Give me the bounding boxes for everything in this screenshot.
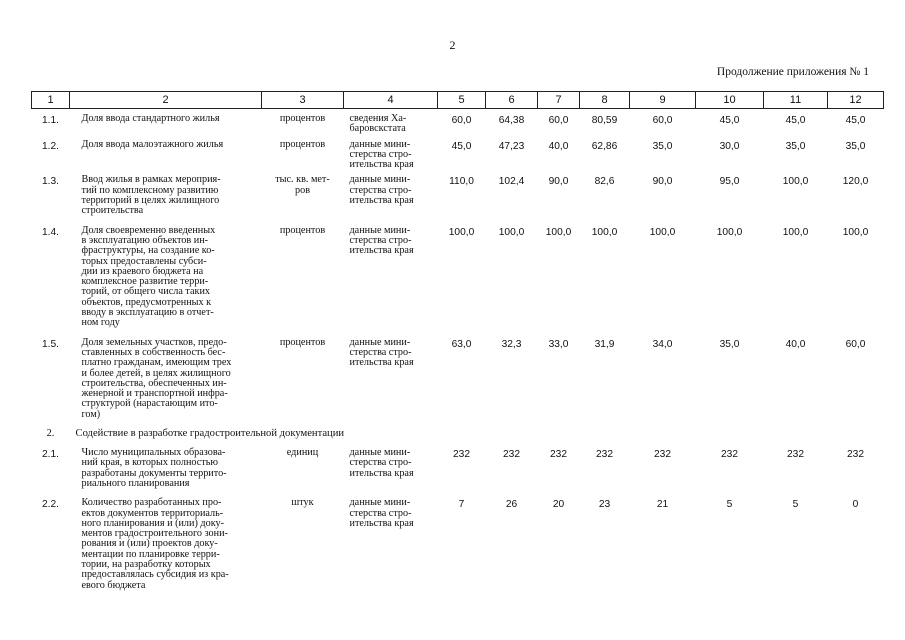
- value-cell: 30,0: [719, 140, 740, 152]
- row-number: 2.2.: [42, 499, 59, 511]
- unit-cell: процентов: [279, 138, 326, 150]
- unit-cell: штук: [291, 497, 314, 509]
- section-row: [32, 424, 884, 443]
- value-cell: 5: [792, 499, 799, 511]
- value-cell: 232: [550, 449, 567, 461]
- source-cell: данные мини- стерства стро- ительства края: [349, 138, 414, 171]
- value-cell: 47,23: [498, 140, 525, 152]
- value-cell: 90,0: [548, 176, 569, 188]
- value-cell: 110,0: [449, 176, 474, 188]
- section-number: 2.: [46, 428, 55, 440]
- row-number: 2.1.: [42, 449, 59, 461]
- value-cell: 95,0: [719, 176, 740, 188]
- value-cell: 62,86: [591, 140, 618, 152]
- value-cell: 35,0: [652, 140, 673, 152]
- value-cell: 232: [787, 449, 804, 461]
- value-cell: 120,0: [842, 176, 869, 188]
- value-cell: 232: [503, 449, 520, 461]
- column-header-8: 8: [580, 92, 630, 109]
- source-cell: данные мини- стерства стро- ительства края: [349, 336, 414, 369]
- indicator-name: Доля ввода малоэтажного жилья: [81, 138, 224, 150]
- value-cell: 100,0: [545, 226, 572, 238]
- table-row: [32, 170, 884, 220]
- value-cell: 45,0: [845, 115, 866, 126]
- value-cell: 60,0: [845, 338, 866, 350]
- value-cell: 21: [656, 499, 669, 511]
- value-cell: 232: [847, 449, 864, 461]
- source-cell: данные мини- стерства стро- ительства края: [349, 224, 414, 257]
- value-cell: 60,0: [652, 115, 673, 126]
- row-number: 1.4.: [42, 226, 59, 238]
- value-cell: 45,0: [785, 115, 806, 126]
- value-cell: 100,0: [649, 226, 676, 238]
- value-cell: 7: [458, 499, 465, 511]
- value-cell: 60,0: [451, 115, 472, 126]
- value-cell: 35,0: [719, 338, 740, 350]
- value-cell: 60,0: [548, 115, 569, 126]
- unit-cell: процентов: [279, 113, 326, 124]
- value-cell: 232: [453, 449, 470, 461]
- column-header-10: 10: [696, 92, 764, 109]
- source-cell: сведения Ха- баровскстата: [349, 113, 407, 135]
- value-cell: 80,59: [591, 115, 618, 126]
- column-header-1: 1: [32, 92, 70, 109]
- value-cell: 100,0: [842, 226, 869, 238]
- unit-cell: тыс. кв. мет- ров: [275, 174, 330, 196]
- table-row: [32, 493, 884, 595]
- value-cell: 100,0: [782, 226, 809, 238]
- table-row: [32, 333, 884, 424]
- value-cell: 100,0: [716, 226, 743, 238]
- table-row: [32, 109, 884, 135]
- column-header-2: 2: [70, 92, 262, 109]
- value-cell: 232: [654, 449, 671, 461]
- value-cell: 45,0: [719, 115, 740, 126]
- value-cell: 33,0: [548, 338, 569, 350]
- column-header-12: 12: [828, 92, 884, 109]
- section-title: Содействие в разработке градостроительной документации: [75, 428, 345, 440]
- value-cell: 102,4: [498, 176, 525, 188]
- column-header-4: 4: [344, 92, 438, 109]
- indicator-name: Ввод жилья в рамках мероприя- тий по комплексному развитию территорий в целях жилищного строительства: [81, 174, 221, 217]
- value-cell: 64,38: [498, 115, 525, 126]
- row-number: 1.3.: [42, 176, 59, 188]
- value-cell: 26: [505, 499, 518, 511]
- row-number: 1.2.: [42, 140, 59, 152]
- value-cell: 34,0: [652, 338, 673, 350]
- column-header-6: 6: [486, 92, 538, 109]
- value-cell: 232: [596, 449, 613, 461]
- value-cell: 32,3: [501, 338, 522, 350]
- value-cell: 63,0: [451, 338, 472, 350]
- value-cell: 0: [852, 499, 859, 511]
- source-cell: данные мини- стерства стро- ительства края: [349, 447, 414, 479]
- column-header-11: 11: [764, 92, 828, 109]
- indicator-name: Доля своевременно введенных в эксплуатацию объектов ин- фраструктуры, на создание ко- торых предоставлены субси- дии из краевого бюджета на комплексное развитие терри- торий, от общего числа таких объектов, предусмотренных к вводу в эксплуатацию в отчет- ном году: [81, 224, 216, 329]
- value-cell: 20: [552, 499, 565, 511]
- table-row: [32, 443, 884, 493]
- source-cell: данные мини- стерства стро- ительства края: [349, 174, 414, 207]
- value-cell: 90,0: [652, 176, 673, 188]
- table-row: [32, 221, 884, 333]
- table-row: [32, 135, 884, 171]
- value-cell: 23: [598, 499, 611, 511]
- indicators-table: [31, 91, 884, 595]
- column-header-3: 3: [262, 92, 344, 109]
- column-header-5: 5: [438, 92, 486, 109]
- indicator-name: Доля ввода стандартного жилья: [81, 113, 220, 124]
- value-cell: 40,0: [785, 338, 806, 350]
- indicator-name: Количество разработанных про- ектов документов территориаль- ного планирования и (или) доку- ментов градостроительного зони- рования и (или) проектов доку- ментации по планировке терри- тории, на разработку которых предоставлялась субсидия из кра- евого бюджета: [81, 497, 229, 591]
- unit-cell: единиц: [286, 447, 319, 459]
- value-cell: 31,9: [594, 338, 615, 350]
- indicator-name: Доля земельных участков, предо- ставленных в собственность бес- платно гражданам, имеющим трех и более детей, в целях жилищного строительства, обеспеченных ин- женерной и транспортной инфра- структурой (нарастающим ито- гом): [81, 336, 232, 420]
- indicator-name: Число муниципальных образова- ний края, в которых полностью разработаны документы террито- риального планирования: [81, 447, 227, 489]
- table-body: [32, 109, 884, 595]
- row-number: 1.5.: [42, 338, 59, 350]
- value-cell: 100,0: [448, 226, 475, 238]
- continuation-label: Продолжение приложения № 1: [716, 66, 869, 78]
- value-cell: 45,0: [451, 140, 472, 152]
- value-cell: 5: [726, 499, 733, 511]
- unit-cell: процентов: [279, 336, 326, 348]
- column-header-9: 9: [630, 92, 696, 109]
- value-cell: 100,0: [782, 176, 809, 188]
- value-cell: 232: [721, 449, 738, 461]
- value-cell: 100,0: [498, 226, 525, 238]
- column-header-7: 7: [538, 92, 580, 109]
- value-cell: 35,0: [785, 140, 806, 152]
- value-cell: 35,0: [845, 140, 866, 152]
- table-header-row: [32, 92, 884, 109]
- value-cell: 40,0: [548, 140, 569, 152]
- page-number: 2: [449, 38, 456, 52]
- unit-cell: процентов: [279, 224, 326, 236]
- row-number: 1.1.: [42, 115, 59, 126]
- value-cell: 82,6: [594, 176, 615, 188]
- value-cell: 100,0: [591, 226, 618, 238]
- source-cell: данные мини- стерства стро- ительства края: [349, 497, 414, 529]
